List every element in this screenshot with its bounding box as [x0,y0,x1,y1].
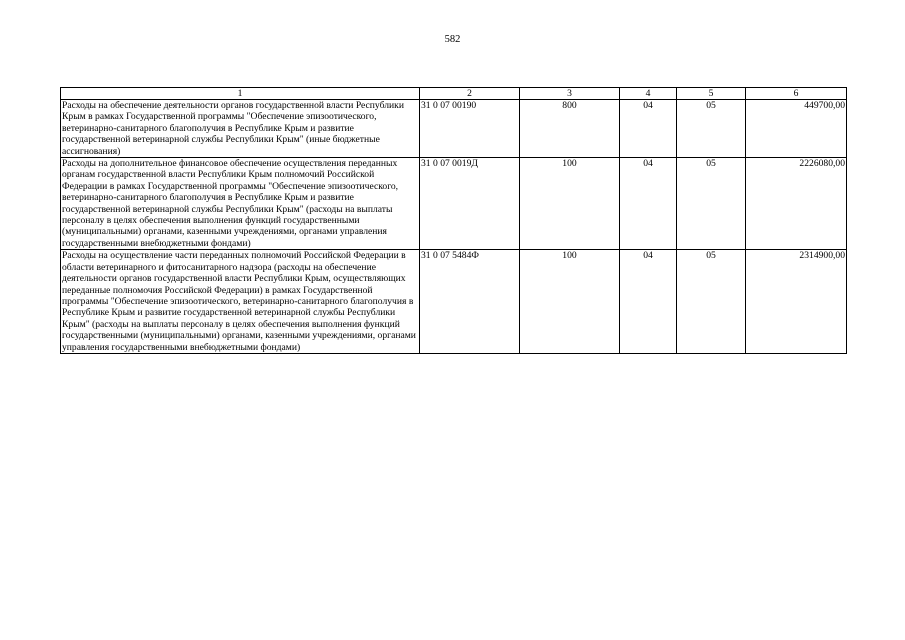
row-subsection: 05 [677,100,746,158]
table-header-row [61,88,847,100]
column-header-4: 4 [620,88,677,100]
column-header-3: 3 [520,88,620,100]
row-amount: 449700,00 [746,100,847,158]
column-header-5: 5 [677,88,746,100]
row-target-code: 31 0 07 0019Д [420,158,520,250]
row-expense-type: 100 [520,250,620,354]
table-row [61,100,847,158]
row-section: 04 [620,158,677,250]
table-row [61,250,847,354]
row-section: 04 [620,100,677,158]
row-subsection: 05 [677,158,746,250]
row-expense-type: 800 [520,100,620,158]
column-header-1: 1 [61,88,420,100]
table-row [61,158,847,250]
row-amount: 2226080,00 [746,158,847,250]
row-section: 04 [620,250,677,354]
row-amount: 2314900,00 [746,250,847,354]
row-description: Расходы на осуществление части переданных полномочий Российской Федерации в области ветеринарного и фитосанитарного надзора (расходы на обеспечение деятельности органов государственной власти Республики Крым, осуществляющих переданные полномочия Российской Федерации) в рамках Государственной программы "Обеспечение эпизоотического, ветеринарно-санитарного благополучия в Республике Крым и развитие государственной ветеринарной службы Республики Крым" (расходы на выплаты персоналу в целях обеспечения выполнения функций государственными (муниципальными) органами, казенными учреждениями, органами управления государственными внебюджетными фондами) [61,250,420,354]
row-target-code: 31 0 07 00190 [420,100,520,158]
row-description: Расходы на дополнительное финансовое обеспечение осуществления переданных органам государственной власти Республики Крым полномочий Российской Федерации в рамках Государственной программы "Обеспечение эпизоотического, ветеринарно-санитарного благополучия в Республике Крым и развитие государственной ветеринарной службы Республики Крым" (расходы на выплаты персоналу в целях обеспечения выполнения функций государственными (муниципальными) органами, казенными учреждениями, органами управления государственными внебюджетными фондами) [61,158,420,250]
row-description: Расходы на обеспечение деятельности органов государственной власти Республики Крым в рамках Государственной программы "Обеспечение эпизоотического, ветеринарно-санитарного благополучия в Республике Крым и развитие государственной ветеринарной службы Республики Крым" (иные бюджетные ассигнования) [61,100,420,158]
page-number: 582 [444,34,461,45]
row-expense-type: 100 [520,158,620,250]
row-target-code: 31 0 07 5484Ф [420,250,520,354]
budget-table [60,87,847,354]
column-header-2: 2 [420,88,520,100]
row-subsection: 05 [677,250,746,354]
column-header-6: 6 [746,88,847,100]
